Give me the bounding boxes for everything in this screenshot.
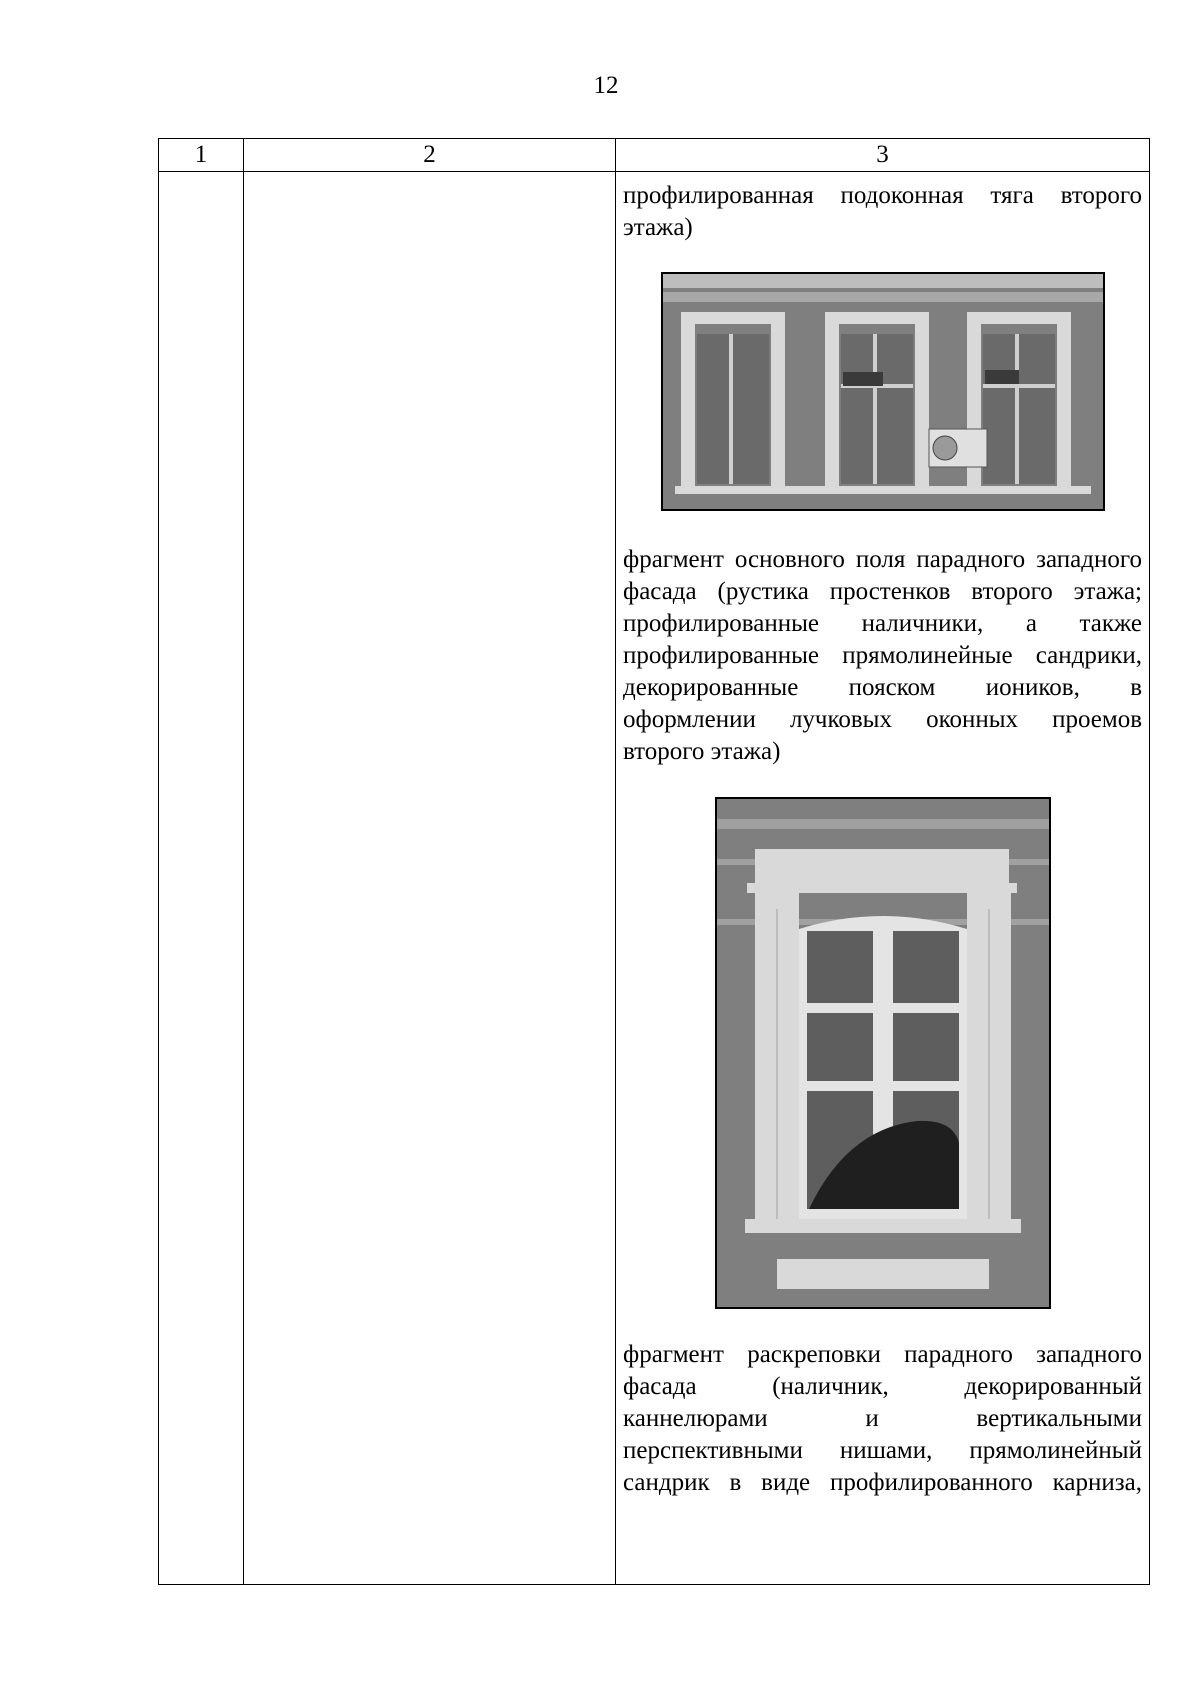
- header-cell-1: 1: [159, 139, 244, 172]
- header-cell-3: 3: [616, 139, 1150, 172]
- facade-photo-three-windows: [661, 272, 1105, 511]
- description-paragraph-3: фрагмент раскреповки парадного западного фасада (наличник, декорированный каннелюрами и вертикальными перспективными нишами, прямолинейный сандрик в виде профилированного карниза,: [623, 1341, 1142, 1496]
- header-cell-2: 2: [244, 139, 616, 172]
- description-paragraph-2: фрагмент основного поля парадного западного фасада (рустика простенков второго этажа; профилированные наличники, а также профилированные прямолинейные сандрики, декорированные пояском иоников, в оформлении лучковых оконных проемов второго этажа): [623, 546, 1142, 765]
- table-header-row: [159, 139, 1150, 172]
- cell-col3: [616, 172, 1150, 1585]
- table-row: [159, 172, 1150, 1585]
- facade-photo-single-window: [715, 797, 1051, 1309]
- single-window-image: [717, 799, 1049, 1307]
- three-windows-image: [663, 274, 1103, 509]
- document-table: [158, 138, 1150, 1585]
- photo-2-wrapper: [616, 768, 1149, 1339]
- description-paragraph-1: профилированная подоконная тяга второго этажа): [623, 182, 1142, 241]
- cell-col1: [159, 172, 244, 1585]
- page-number: 12: [593, 72, 619, 99]
- photo-1-wrapper: [616, 244, 1149, 544]
- cell-col2: [244, 172, 616, 1585]
